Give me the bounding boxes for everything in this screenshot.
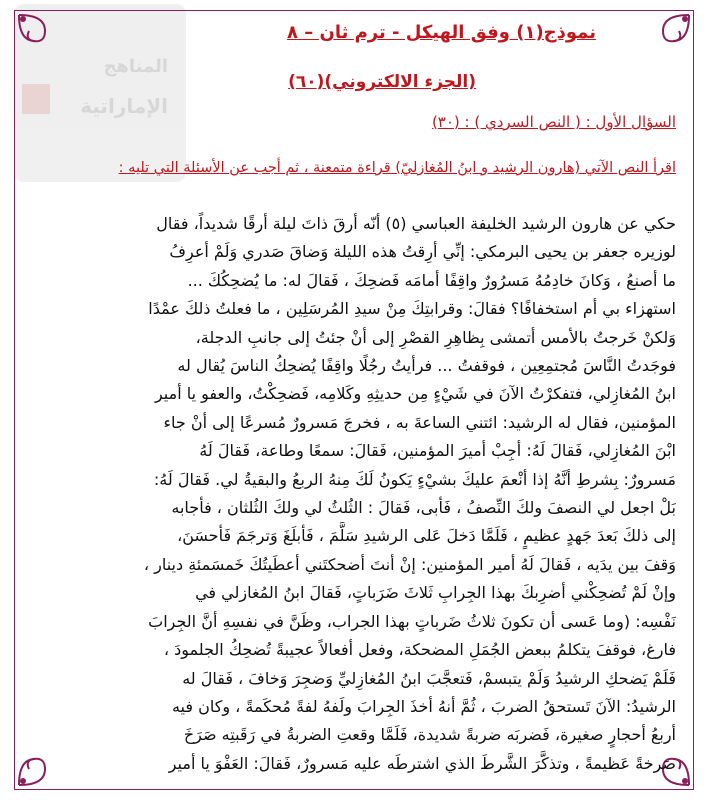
story-line: أربعُ أحجارٍ صغيرة، فَضربَه ضربةً شديدة، فَلَمَّا وقعتِ الضربةُ في رَقَبتِه صَرَخَ bbox=[183, 725, 676, 745]
watermark-line-1: المناهج bbox=[103, 56, 168, 77]
section-subtitle: (الجزء الالكتروني)(٦٠) bbox=[288, 72, 476, 92]
story-line: مَسرورٌ: بِشرطِ أنَّهُ إذا أنْعمَ عليكَ بشيْءٍ يَكونُ لَكَ مِنهُ الربعُ والبقيةُ لي. فَقالَ لَهُ: bbox=[153, 469, 676, 489]
story-line: وإنْ لَمْ تُضحِكْني أضرِبكَ بهذا الجِرابِ ثَلاثَ ضَرَباتٍ، فَقالَ ابنُ المُغازلي في bbox=[195, 583, 676, 603]
story-line: لوزيره جعفر بن يحيى البرمكي: إنِّي أرِقتُ هذه الليلة وَضاقَ صَدري وَلَمْ أعرِفُ bbox=[169, 242, 676, 262]
story-line: فَلَمْ يَضحكِ الرشيدُ وَلَمْ يتبسمْ، فَتعجَّبَ ابنُ المُغازِليِّ وَضجِرَ وَخافَ ، فَقالَ له bbox=[182, 668, 676, 688]
corner-ornament-icon bbox=[633, 11, 693, 71]
story-line: ابنُ المُغازِلي، فتفكرْتُ الآنَ في شَيْءٍ مِن حديثِهِ وكَلامِه، فَضحِكْتُ، والعفو يا أمير bbox=[154, 384, 676, 404]
story-line: المؤمنين، فقال له الرشيد: ائتني الساعةَ به ، فخرجَ مَسرورٌ مُسرعًا إلى أنْ جاء bbox=[163, 412, 676, 432]
story-line: ابْنَ المُغازِلي، فَقالَ لَهُ: أجِبْ أميرَ المؤمنين، فَقالَ: سمعًا وطاعة، فَقالَ لَهُ bbox=[199, 441, 676, 461]
story-line: نَفْسِه: (وما عَسى أن تكونَ ثلاثُ ضَرباتٍ بهذا الجراب، وظَنَّ في نفسِهِ أنَّ الجِرابَ bbox=[148, 611, 676, 631]
story-line: وَقفَ بين يدَيه ، فَقالَ لَهُ أمير المؤمنين: إنْ أنتَ أضحكتَني أعطَيتُكَ خَمسَمئةِ دينار ، bbox=[143, 554, 676, 574]
story-line: حكي عن هارون الرشيد الخليفة العباسي (٥) أنّه أرقَ ذاتَ ليلة أرقًا شديداً، فقال bbox=[156, 214, 676, 233]
question-instruction: اقرأ النص الآتي (هارون الرشيد و ابنُ المُغازليّ) قراءة متمعنة ، ثم أجب عن الأسئلة التي تليه : bbox=[118, 160, 676, 176]
story-line: فوجَدتُ النَّاسَ مُجتمِعِين ، فوقفتُ ... فرأيتُ رجُلًا واقِفًا يُضحِكُ الناسَ يُقال له bbox=[177, 356, 676, 376]
question-heading: السؤال الأول : ( النص السردي ) : (٣٠) bbox=[431, 113, 676, 131]
story-line: إلى ذلكَ بَعدَ جَهدٍ عظيمٍ ، فَلَمَّا دَخلَ عَلى الرشيدِ سَلَّمَ ، فَأبلَغَ وَترجَمَ فَأحسَنَ، bbox=[177, 526, 676, 546]
story-line: فارغ، فوقفَ يتكلمُ ببعض الجُمَلِ المضحكة، وفعل أفعالاً عجيبةً تُضحِكُ الجلمودَ ، bbox=[163, 640, 676, 660]
watermark-line-2: الإماراتية bbox=[80, 94, 168, 118]
corner-ornament-icon bbox=[15, 11, 75, 71]
story-line: بَلْ اجعل لي النصفَ ولكَ النِّصفُ ، فَأبى، فَقالَ : الثُلثُ لي ولكَ الثُلثان ، فأجابه bbox=[171, 498, 676, 518]
story-text bbox=[36, 210, 676, 778]
story-line: وَلكنْ خَرجتُ بالأمس أتمشى بِظاهِرِ القصْرِ إلى أنْ جئتُ إلى جانبِ الدجلة، bbox=[195, 327, 676, 347]
story-line: صَرخةً عَظيمةً ، وتذكَّرَ الشَّرطَ الذي اشترطَه عليه مَسرورٌ، فَقالَ: العَفْوَ يا أمير bbox=[168, 753, 676, 773]
page-title: نموذج(١) وفق الهيكل - ترم ثان – ٨ bbox=[286, 22, 596, 43]
story-line: الرشيدُ: الآنَ تَستحقُ الضربَ ، ثُمَّ أنهُ أخذَ الجِرابَ ولَفهُ لفةً مُحكَمةً ، وكان فيه bbox=[171, 696, 676, 716]
story-line: ما أصنعُ ، وَكانَ خادِمُهُ مَسرُورٌ واقِفًا أمامَه فَضحِكَ ، فَقالَ له: ما يُضحِكُكَ ... bbox=[187, 270, 676, 290]
story-line: استهزاء بي أم استخفافًا؟ فقالَ: وقرابتِكَ مِنْ سيدِ المُرسَلِين ، ما فعلتُ ذلكَ عمْدًا bbox=[148, 299, 676, 319]
